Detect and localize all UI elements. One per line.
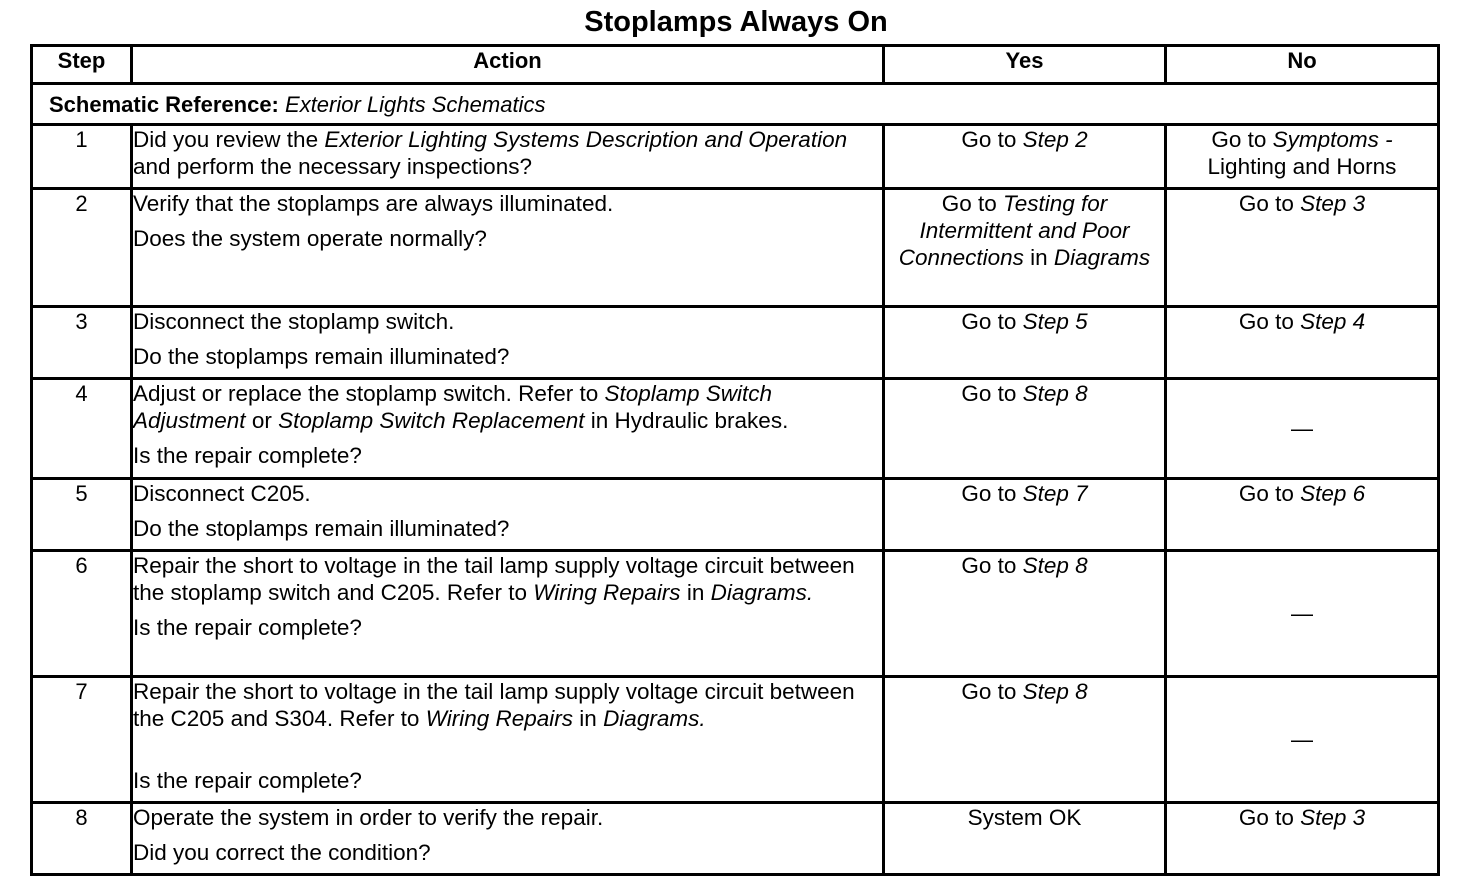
step-number: 5 [32, 479, 132, 551]
header-yes: Yes [884, 46, 1166, 84]
action-instruction: Verify that the stoplamps are always illuminated. [133, 191, 614, 216]
schematic-reference [32, 84, 1439, 125]
action-question: Does the system operate normally? [133, 226, 487, 251]
yes-reference: Testing for Intermittent and Poor Connections [898, 191, 1130, 270]
yes-text: Go to [941, 191, 1004, 216]
yes-reference: Step 8 [1022, 679, 1088, 704]
yes-reference: Step 8 [1022, 381, 1088, 406]
step-number: 8 [32, 803, 132, 875]
yes-cell [884, 479, 1166, 551]
page-title: Stoplamps Always On [584, 6, 888, 38]
no-dash: — [1291, 727, 1313, 752]
action-question: Did you correct the condition? [133, 840, 431, 865]
no-cell [1166, 551, 1439, 677]
no-cell [1166, 479, 1439, 551]
action-reference: Stoplamp Switch Replacement [278, 408, 585, 433]
no-dash: — [1291, 416, 1313, 441]
no-dash: — [1291, 601, 1313, 626]
action-reference: Diagrams. [710, 580, 814, 605]
no-text: Go to [1238, 805, 1301, 830]
action-text: and perform the necessary inspections? [133, 154, 532, 179]
action-question: Do the stoplamps remain illuminated? [133, 516, 510, 541]
no-text: Go to [1238, 481, 1301, 506]
no-cell [1166, 307, 1439, 379]
action-reference: Diagrams. [603, 706, 706, 731]
table-row [32, 189, 1439, 307]
action-cell [132, 677, 884, 803]
action-reference: Wiring Repairs [425, 706, 574, 731]
no-text: Go to [1211, 127, 1273, 152]
yes-cell [884, 803, 1166, 875]
action-question: Is the repair complete? [133, 768, 362, 793]
table-row [32, 379, 1439, 479]
yes-cell [884, 125, 1166, 189]
header-row [32, 46, 1439, 84]
yes-text: Go to [961, 553, 1023, 578]
no-text: Go to [1238, 191, 1301, 216]
action-text: Repair the short to voltage in the tail lamp supply voltage circuit between the stoplamp switch and C205. Refer to [133, 553, 855, 605]
yes-cell [884, 551, 1166, 677]
action-text: in Hydraulic brakes. [584, 408, 789, 433]
no-reference: Step 3 [1300, 191, 1366, 216]
header-no: No [1166, 46, 1439, 84]
action-text: in [573, 706, 604, 731]
action-question: Do the stoplamps remain illuminated? [133, 344, 510, 369]
no-cell [1166, 379, 1439, 479]
step-number: 6 [32, 551, 132, 677]
table-row [32, 125, 1439, 189]
action-cell [132, 189, 884, 307]
action-cell [132, 803, 884, 875]
step-number: 4 [32, 379, 132, 479]
action-text: or [245, 408, 279, 433]
step-number: 3 [32, 307, 132, 379]
action-cell [132, 379, 884, 479]
step-number: 1 [32, 125, 132, 189]
yes-text: Go to [961, 481, 1023, 506]
yes-reference: Step 7 [1022, 481, 1088, 506]
action-reference: Stoplamp Switch Adjustment [133, 381, 773, 433]
no-cell [1166, 189, 1439, 307]
yes-cell [884, 189, 1166, 307]
diagnostic-table [30, 44, 1440, 876]
yes-text: Go to [961, 127, 1023, 152]
yes-cell [884, 307, 1166, 379]
table-row [32, 551, 1439, 677]
no-text: Lighting and Horns [1207, 154, 1397, 179]
no-text: Go to [1238, 309, 1301, 334]
header-action: Action [132, 46, 884, 84]
no-reference: Symptoms - [1272, 127, 1393, 152]
no-cell [1166, 677, 1439, 803]
yes-text: Go to [961, 381, 1023, 406]
no-reference: Step 6 [1300, 481, 1366, 506]
table-row [32, 307, 1439, 379]
action-question: Is the repair complete? [133, 443, 362, 468]
action-text: in [680, 580, 711, 605]
action-reference: Wiring Repairs [533, 580, 681, 605]
header-step: Step [32, 46, 132, 84]
action-cell [132, 307, 884, 379]
action-text: Adjust or replace the stoplamp switch. Refer to [133, 381, 605, 406]
action-instruction: Disconnect C205. [133, 481, 311, 506]
action-question: Is the repair complete? [133, 615, 362, 640]
schematic-reference-row [32, 84, 1439, 125]
schematic-reference-link: Exterior Lights Schematics [285, 91, 546, 117]
action-instruction: Operate the system in order to verify the repair. [133, 805, 604, 830]
yes-text: in [1023, 245, 1054, 270]
table-row [32, 803, 1439, 875]
schematic-reference-label: Schematic Reference: [49, 91, 279, 117]
yes-reference: Diagrams [1053, 245, 1151, 270]
action-cell [132, 479, 884, 551]
table-row [32, 479, 1439, 551]
action-text: Did you review the [133, 127, 325, 152]
yes-reference: Step 2 [1022, 127, 1088, 152]
yes-cell [884, 379, 1166, 479]
yes-text: Go to [961, 309, 1023, 334]
yes-cell [884, 677, 1166, 803]
action-reference: Exterior Lighting Systems Description and Operation [324, 127, 848, 152]
yes-text: System OK [967, 805, 1082, 830]
action-cell [132, 125, 884, 189]
step-number: 7 [32, 677, 132, 803]
yes-reference: Step 8 [1022, 553, 1088, 578]
action-instruction: Disconnect the stoplamp switch. [133, 309, 455, 334]
action-cell [132, 551, 884, 677]
table-row [32, 677, 1439, 803]
action-text: Repair the short to voltage in the tail lamp supply voltage circuit between the C205 and S304. Refer to [133, 679, 855, 731]
yes-reference: Step 5 [1022, 309, 1088, 334]
no-reference: Step 3 [1300, 805, 1366, 830]
no-cell [1166, 803, 1439, 875]
step-number: 2 [32, 189, 132, 307]
no-reference: Step 4 [1300, 309, 1366, 334]
no-cell [1166, 125, 1439, 189]
yes-text: Go to [961, 679, 1023, 704]
